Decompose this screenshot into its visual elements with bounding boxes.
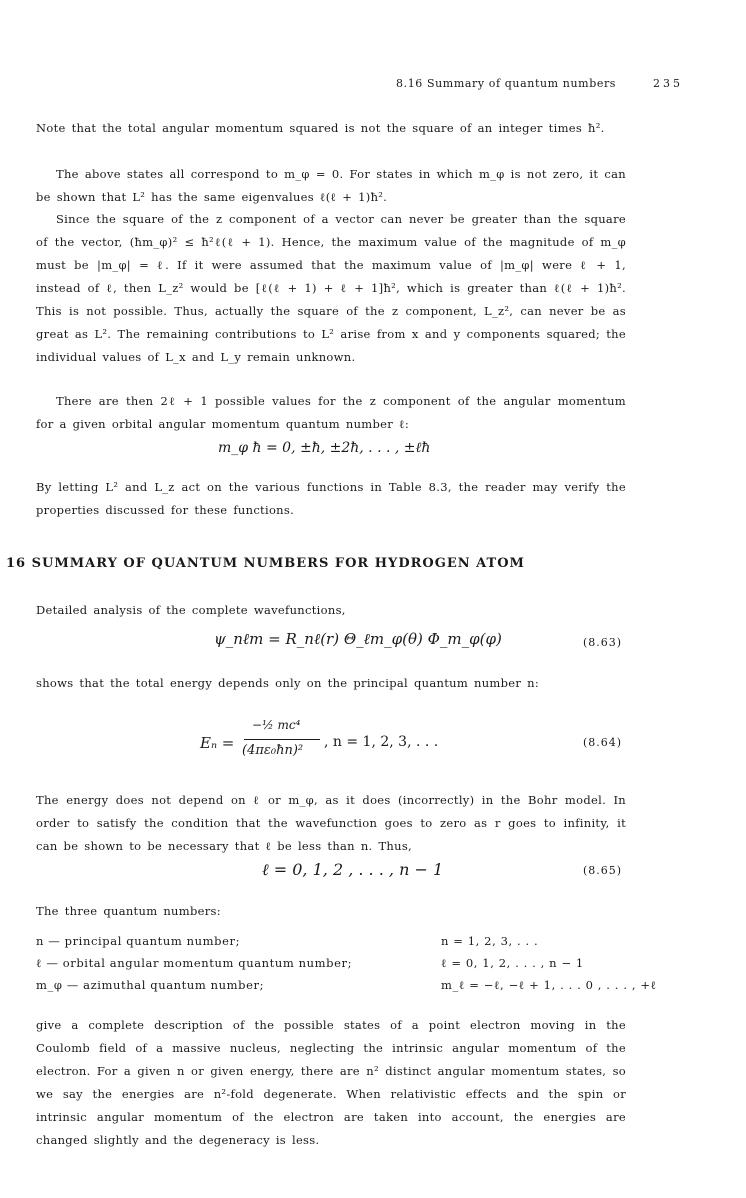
section-paragraph-5: give a complete description of the possible states of a point electron moving in the Coulomb field of a massive nucleus, neglecting the intrinsic angular momentum of the electron. For a given n or given energy, there are n² distinct angular momentum states, so we say the energies are n²-fold degenerate. When relativistic effects and the spin or intrinsic angular momentum of the electron are taken into account, the energies are changed slightly and the degeneracy is less. [36, 1018, 626, 1147]
quantum-number-values: n = 1, 2, 3, . . . [441, 934, 539, 948]
section-paragraph-1: Detailed analysis of the complete wavefunctions, [36, 603, 346, 617]
equation-8-63: ψ_nℓm = R_nℓ(r) Θ_ℓm_φ(θ) Φ_m_φ(φ) [214, 630, 502, 648]
page-number: 235 [653, 77, 683, 90]
energy-n-values: , n = 1, 2, 3, . . . [324, 734, 439, 750]
energy-denominator: (4πε₀ħn)² [242, 743, 304, 758]
energy-lhs: Eₙ = [200, 734, 235, 752]
quantum-number-label: n — principal quantum number; [36, 934, 241, 948]
quantum-number-values: m_ℓ = −ℓ, −ℓ + 1, . . . 0 , . . . , +ℓ [441, 978, 657, 992]
equation-number-8-65: (8.65) [583, 864, 623, 877]
quantum-number-values: ℓ = 0, 1, 2, . . . , n − 1 [441, 956, 584, 970]
quantum-number-label: m_φ — azimuthal quantum number; [36, 978, 265, 992]
equation-number-8-64: (8.64) [583, 736, 623, 749]
section-paragraph-2: shows that the total energy depends only on the principal quantum number n: [36, 676, 540, 690]
energy-numerator: −½ mc⁴ [252, 718, 301, 732]
intro-paragraph-2: The above states all correspond to m_φ = 0. For states in which m_φ is not zero, it can be shown that L² has the same eigenvalues ℓ(ℓ + 1)ħ². [36, 167, 626, 204]
quantum-number-label: ℓ — orbital angular momentum quantum number; [36, 956, 353, 970]
intro-paragraph-1: Note that the total angular momentum squared is not the square of an integer times ħ². [36, 121, 605, 135]
equation-m-phi-values: m_φ ħ = 0, ±ħ, ±2ħ, . . . , ±ℓħ [218, 440, 431, 456]
section-paragraph-3: The energy does not depend on ℓ or m_φ, as it does (incorrectly) in the Bohr model. In order to satisfy the condition that the wavefunction goes to zero as r goes to infinity, it can be shown to be necessary that ℓ be less than n. Thus, [36, 793, 626, 853]
list-item [36, 956, 584, 970]
equation-number-8-63: (8.63) [583, 636, 623, 649]
equation-8-65: ℓ = 0, 1, 2 , . . . , n − 1 [262, 860, 444, 879]
intro-paragraph-4: There are then 2ℓ + 1 possible values for the z component of the angular momentum for a given orbital angular momentum quantum number ℓ: [36, 394, 626, 431]
running-header-title: 8.16 Summary of quantum numbers [396, 77, 617, 90]
intro-paragraph-5: By letting L² and L_z act on the various functions in Table 8.3, the reader may verify the properties discussed for these functions. [36, 480, 626, 517]
intro-paragraph-3: Since the square of the z component of a vector can never be greater than the square of the vector, (ħm_φ)² ≤ ħ²ℓ(ℓ + 1). Hence, the maximum value of the magnitude of m_φ must be |m_φ| = ℓ. If it were assumed that the maximum value of |m_φ| were ℓ + 1, instead of ℓ, then L_z² would be [ℓ(ℓ + 1) + ℓ + 1]ħ², which is greater than ℓ(ℓ + 1)ħ². This is not possible. Thus, actually the square of the z component, L_z², can never be as great as L². The remaining contributions to L² arise from x and y components squared; the individual values of L_x and L_y remain unknown. [36, 212, 626, 364]
section-paragraph-4: The three quantum numbers: [36, 904, 221, 918]
list-item [36, 934, 539, 948]
list-item [36, 978, 657, 992]
section-heading: 16 SUMMARY OF QUANTUM NUMBERS FOR HYDROGEN ATOM [6, 556, 525, 571]
fraction-bar [244, 739, 320, 740]
